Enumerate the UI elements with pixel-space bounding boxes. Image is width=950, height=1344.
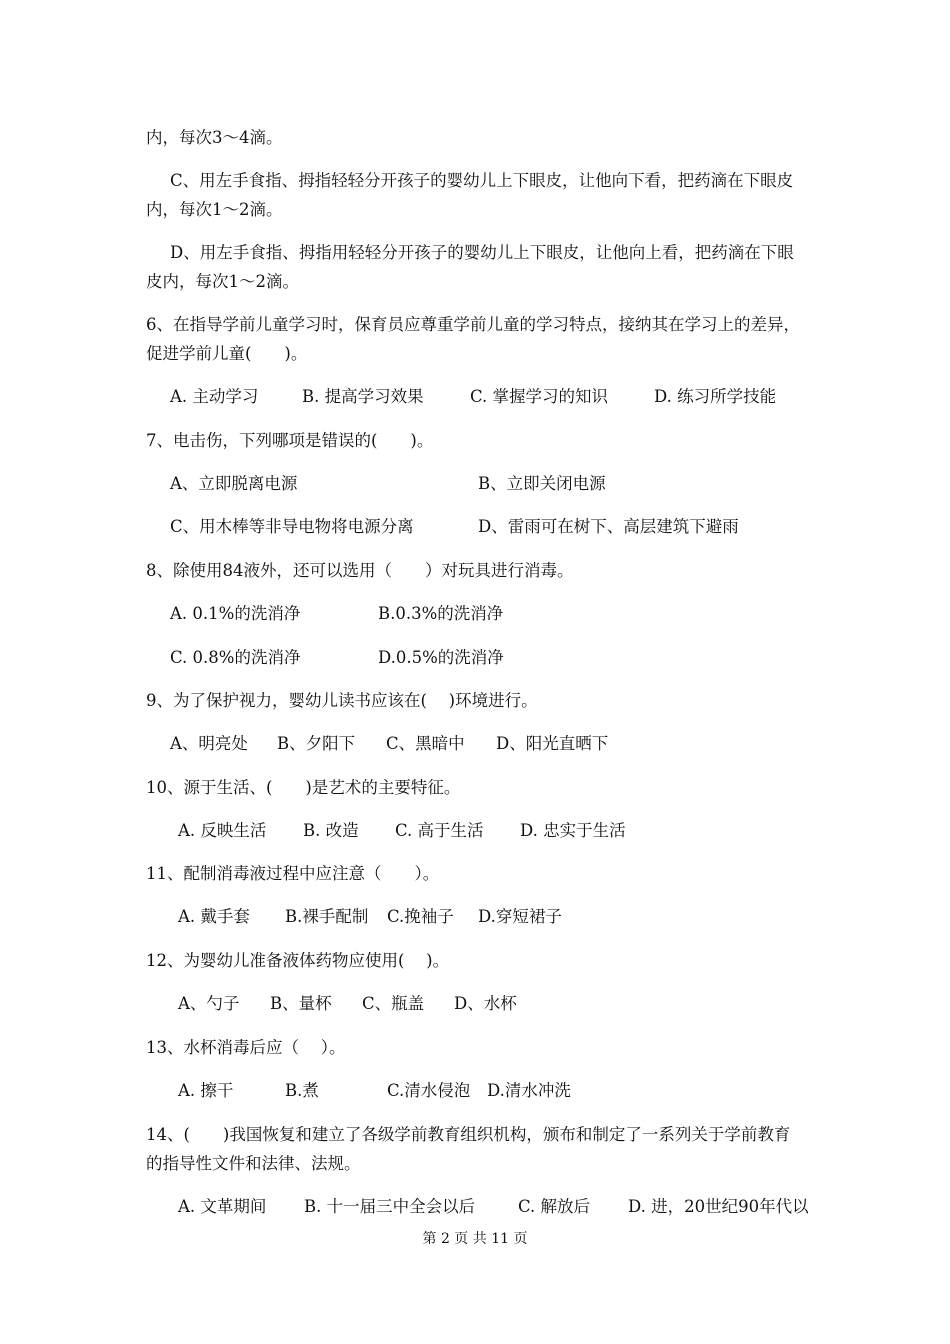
q10-option-c: C. 高于生活 <box>395 821 484 840</box>
q13-option-c: C.清水侵泡 <box>387 1081 471 1100</box>
text-line: D、用左手食指、拇指用轻轻分开孩子的婴幼儿上下眼皮，让他向上看，把药滴在下眼 <box>170 243 794 262</box>
q9-option-b: B、夕阳下 <box>277 734 356 753</box>
q7-option-d: D、雷雨可在树下、高层建筑下避雨 <box>478 517 739 536</box>
q7-option-a: A、立即脱离电源 <box>170 474 298 493</box>
text-line: C、用左手食指、拇指轻轻分开孩子的婴幼儿上下眼皮，让他向下看，把药滴在下眼皮 <box>170 171 794 190</box>
q10-option-d: D. 忠实于生活 <box>520 821 626 840</box>
q7-option-c: C、用木棒等非导电物将电源分离 <box>170 517 414 536</box>
q14-option-b: B. 十一届三中全会以后 <box>304 1197 476 1216</box>
q8-option-a: A. 0.1%的洗消净 <box>170 604 301 623</box>
q11-option-b: B.裸手配制 <box>285 907 369 926</box>
q8-option-c: C. 0.8%的洗消净 <box>170 648 301 667</box>
q8-option-d: D.0.5%的洗消净 <box>378 648 504 667</box>
q6-option-d: D. 练习所学技能 <box>654 387 777 406</box>
q9-option-a: A、明亮处 <box>170 734 248 753</box>
q10-option-a: A. 反映生活 <box>178 821 267 840</box>
question-6-stem-cont: 促进学前儿童( )。 <box>146 344 308 363</box>
question-9-stem: 9、为了保护视力，婴幼儿读书应该在( )环境进行。 <box>146 691 538 710</box>
q6-option-c: C. 掌握学习的知识 <box>470 387 609 406</box>
question-12-stem: 12、为婴幼儿准备液体药物应使用( )。 <box>146 951 450 970</box>
question-6-stem: 6、在指导学前儿童学习时，保育员应尊重学前儿童的学习特点，接纳其在学习上的差异， <box>146 315 800 334</box>
q11-option-d: D.穿短裙子 <box>478 907 562 926</box>
q13-option-d: D.清水冲洗 <box>487 1081 571 1100</box>
q6-option-a: A. 主动学习 <box>170 387 259 406</box>
q11-option-c: C.挽袖子 <box>387 907 454 926</box>
q12-option-c: C、瓶盖 <box>362 994 425 1013</box>
q14-option-c: C. 解放后 <box>518 1197 591 1216</box>
question-7-stem: 7、电击伤，下列哪项是错误的( )。 <box>146 431 434 450</box>
q14-option-d: D. 进，20世纪90年代以 <box>628 1197 809 1216</box>
text-line: 皮内，每次1～2滴。 <box>146 272 299 291</box>
question-14-stem-cont: 的指导性文件和法律、法规。 <box>146 1154 361 1173</box>
q12-option-b: B、量杯 <box>270 994 332 1013</box>
question-8-stem: 8、除使用84液外，还可以选用（ ）对玩具进行消毒。 <box>146 561 574 580</box>
text-line: 内，每次3～4滴。 <box>146 128 283 147</box>
q12-option-a: A、勺子 <box>178 994 240 1013</box>
q12-option-d: D、水杯 <box>454 994 517 1013</box>
q13-option-b: B.煮 <box>285 1081 319 1100</box>
question-10-stem: 10、源于生活、( )是艺术的主要特征。 <box>146 778 461 797</box>
question-13-stem: 13、水杯消毒后应（ ）。 <box>146 1038 346 1057</box>
q7-option-b: B、立即关闭电源 <box>478 474 606 493</box>
q13-option-a: A. 擦干 <box>178 1081 234 1100</box>
q11-option-a: A. 戴手套 <box>178 907 250 926</box>
text-line: 内，每次1～2滴。 <box>146 200 283 219</box>
q14-option-a: A. 文革期间 <box>178 1197 267 1216</box>
q9-option-c: C、黑暗中 <box>386 734 465 753</box>
question-14-stem: 14、( )我国恢复和建立了各级学前教育组织机构，颁布和制定了一系列关于学前教育 <box>146 1125 791 1144</box>
question-11-stem: 11、配制消毒液过程中应注意（ ）。 <box>146 864 440 883</box>
q6-option-b: B. 提高学习效果 <box>302 387 424 406</box>
q9-option-d: D、阳光直晒下 <box>496 734 609 753</box>
q8-option-b: B.0.3%的洗消净 <box>378 604 504 623</box>
q10-option-b: B. 改造 <box>303 821 359 840</box>
page-footer: 第 2 页 共 11 页 <box>422 1231 528 1247</box>
